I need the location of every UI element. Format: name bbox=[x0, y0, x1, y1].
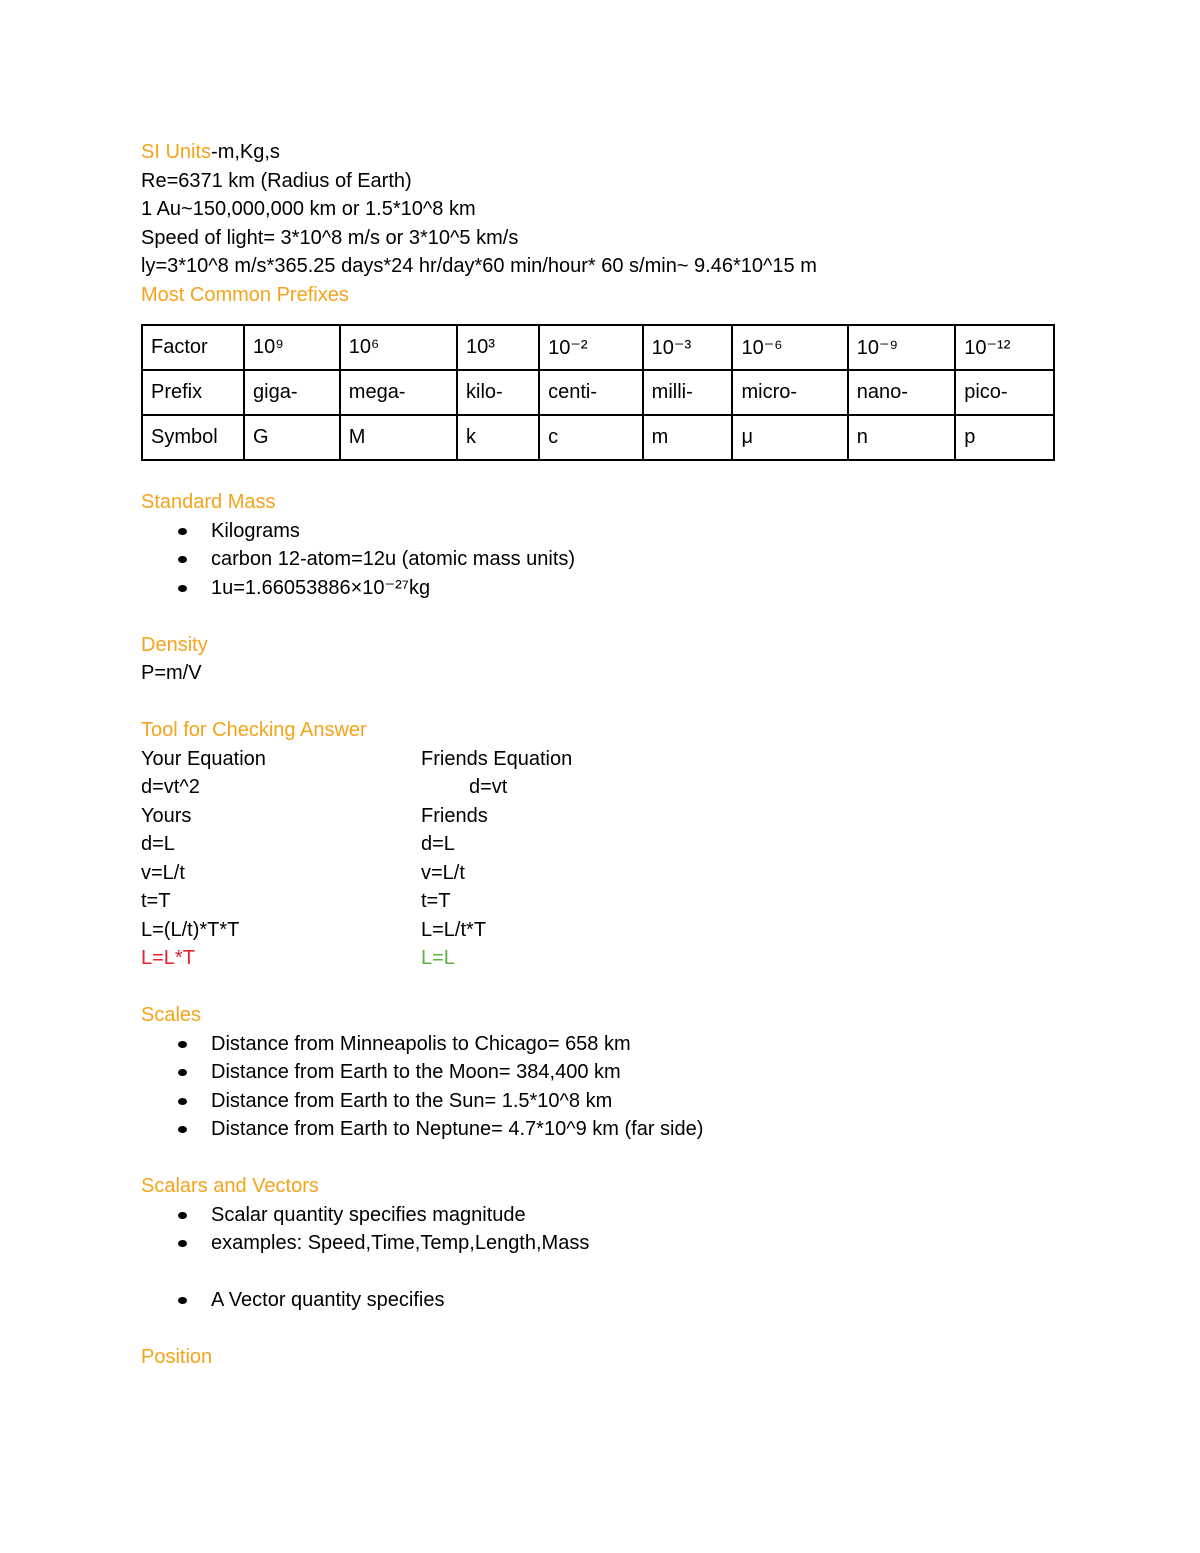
tool-right: d=vt bbox=[469, 776, 508, 798]
scalars-heading: Scalars and Vectors bbox=[141, 1175, 319, 1197]
density-heading: Density bbox=[141, 633, 208, 656]
tool-row bbox=[141, 745, 1061, 774]
tool-right: d=L bbox=[421, 833, 455, 855]
tool-right: Friends bbox=[421, 804, 488, 827]
prefixes-heading: Most Common Prefixes bbox=[141, 283, 349, 306]
list-item bbox=[141, 1115, 1061, 1144]
list-item-text: carbon 12-atom=12u (atomic mass units) bbox=[211, 548, 576, 570]
tool-right: v=L/t bbox=[421, 861, 465, 884]
si-units-text: -m,Kg,s bbox=[211, 141, 280, 163]
table-cell: giga- bbox=[244, 370, 340, 415]
list-item bbox=[141, 1058, 1061, 1087]
si-units-heading: SI Units bbox=[141, 141, 212, 163]
tool-left: Yours bbox=[141, 804, 192, 827]
scales-list bbox=[141, 1030, 1061, 1144]
bullet-icon bbox=[178, 1126, 187, 1133]
scales-heading: Scales bbox=[141, 1004, 202, 1026]
table-cell: 10⁹ bbox=[244, 325, 340, 370]
table-cell: mega- bbox=[340, 370, 457, 415]
bullet-icon bbox=[178, 1069, 187, 1076]
list-item bbox=[141, 545, 1061, 574]
bullet-icon bbox=[178, 528, 187, 535]
table-cell: c bbox=[539, 415, 643, 460]
table-cell: n bbox=[848, 415, 956, 460]
table-row bbox=[142, 415, 1054, 460]
bullet-icon bbox=[178, 556, 187, 563]
table-cell: 10⁻⁹ bbox=[848, 325, 956, 370]
standard-mass-list bbox=[141, 517, 1061, 603]
table-cell: pico- bbox=[955, 370, 1054, 415]
tool-right-correct: L=L bbox=[421, 947, 455, 969]
list-item-text: Distance from Earth to the Sun= 1.5*10^8 km bbox=[211, 1089, 613, 1112]
table-row-header: Factor bbox=[142, 325, 244, 370]
density-formula: P=m/V bbox=[141, 662, 202, 684]
intro-line: Speed of light= 3*10^8 m/s or 3*10^5 km/s bbox=[141, 226, 519, 249]
tool-right: Friends Equation bbox=[421, 747, 573, 770]
si-units-line bbox=[141, 138, 1061, 167]
bullet-icon bbox=[178, 1297, 187, 1304]
tool-left: L=(L/t)*T*T bbox=[141, 918, 240, 941]
list-item-text: Kilograms bbox=[211, 519, 300, 542]
tool-heading: Tool for Checking Answer bbox=[141, 719, 367, 741]
table-cell: centi- bbox=[539, 370, 643, 415]
list-item-text: Scalar quantity specifies magnitude bbox=[211, 1203, 526, 1226]
bullet-icon bbox=[178, 1098, 187, 1105]
tool-left: d=vt^2 bbox=[141, 776, 200, 798]
list-item-text: Distance from Earth to the Moon= 384,400 km bbox=[211, 1061, 621, 1083]
tool-left: d=L bbox=[141, 833, 175, 855]
tool-right: t=T bbox=[421, 890, 451, 912]
scalars-list bbox=[141, 1201, 1061, 1258]
table-cell: 10⁻¹² bbox=[955, 325, 1054, 370]
table-cell: M bbox=[340, 415, 457, 460]
bullet-icon bbox=[178, 1212, 187, 1219]
table-cell: μ bbox=[732, 415, 847, 460]
table-row-header: Symbol bbox=[142, 415, 244, 460]
tool-row bbox=[141, 887, 1061, 916]
list-item-text: examples: Speed,Time,Temp,Length,Mass bbox=[211, 1232, 590, 1254]
list-item bbox=[141, 1229, 1061, 1258]
table-cell: 10⁶ bbox=[340, 325, 457, 370]
table-row bbox=[142, 325, 1054, 370]
list-item bbox=[141, 1286, 1061, 1315]
list-item bbox=[141, 574, 1061, 603]
table-cell: nano- bbox=[848, 370, 956, 415]
tool-row bbox=[141, 802, 1061, 831]
table-cell: micro- bbox=[732, 370, 847, 415]
table-cell: 10³ bbox=[457, 325, 539, 370]
table-row bbox=[142, 370, 1054, 415]
tool-row bbox=[141, 830, 1061, 859]
list-item-text: Distance from Minneapolis to Chicago= 658 km bbox=[211, 1032, 631, 1055]
tool-row bbox=[141, 773, 1061, 802]
table-cell: m bbox=[643, 415, 733, 460]
table-cell: kilo- bbox=[457, 370, 539, 415]
tool-left: Your Equation bbox=[141, 747, 266, 770]
table-row-header: Prefix bbox=[142, 370, 244, 415]
list-item bbox=[141, 1087, 1061, 1116]
standard-mass-heading: Standard Mass bbox=[141, 491, 276, 513]
vectors-list bbox=[141, 1286, 1061, 1315]
intro-line: 1 Au~150,000,000 km or 1.5*10^8 km bbox=[141, 198, 476, 220]
tool-left: t=T bbox=[141, 890, 171, 912]
table-cell: milli- bbox=[643, 370, 733, 415]
prefix-table-body bbox=[142, 325, 1054, 460]
table-cell: G bbox=[244, 415, 340, 460]
list-item-text: 1u=1.66053886×10⁻²⁷kg bbox=[211, 576, 431, 599]
table-cell: 10⁻⁶ bbox=[732, 325, 847, 370]
prefix-table bbox=[141, 324, 1055, 461]
tool-row bbox=[141, 859, 1061, 888]
intro-line: ly=3*10^8 m/s*365.25 days*24 hr/day*60 min/hour* 60 s/min~ 9.46*10^15 m bbox=[141, 255, 817, 277]
table-cell: k bbox=[457, 415, 539, 460]
table-cell: 10⁻² bbox=[539, 325, 643, 370]
bullet-icon bbox=[178, 1041, 187, 1048]
tool-row bbox=[141, 944, 1061, 973]
document-page bbox=[141, 138, 1061, 1372]
list-item bbox=[141, 517, 1061, 546]
table-cell: p bbox=[955, 415, 1054, 460]
intro-line: Re=6371 km (Radius of Earth) bbox=[141, 169, 412, 192]
tool-left-wrong: L=L*T bbox=[141, 947, 195, 969]
list-item-text: A Vector quantity specifies bbox=[211, 1289, 445, 1311]
list-item-text: Distance from Earth to Neptune= 4.7*10^9 km (far side) bbox=[211, 1118, 704, 1140]
position-heading: Position bbox=[141, 1346, 213, 1368]
bullet-icon bbox=[178, 585, 187, 592]
list-item bbox=[141, 1030, 1061, 1059]
tool-row bbox=[141, 916, 1061, 945]
table-cell: 10⁻³ bbox=[643, 325, 733, 370]
tool-left: v=L/t bbox=[141, 861, 185, 884]
list-item bbox=[141, 1201, 1061, 1230]
bullet-icon bbox=[178, 1240, 187, 1247]
tool-right: L=L/t*T bbox=[421, 918, 487, 941]
